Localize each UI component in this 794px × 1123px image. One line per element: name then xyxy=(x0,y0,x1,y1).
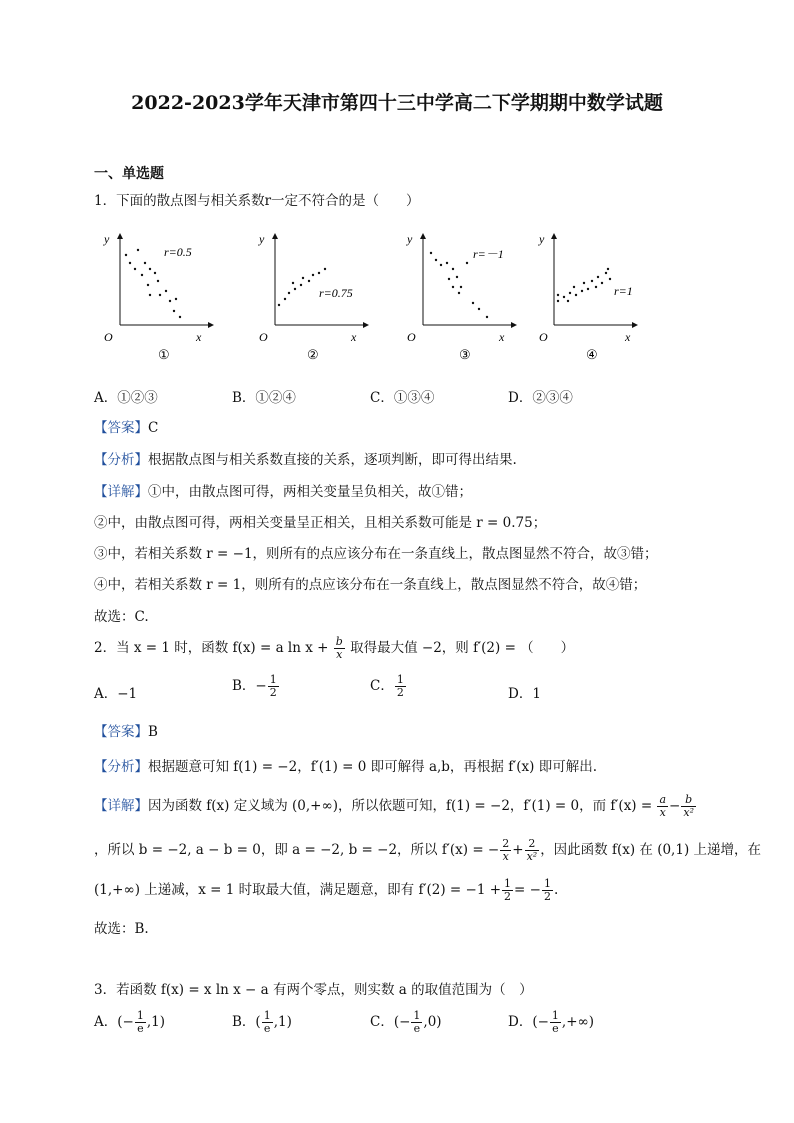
option-prefix: A．(− xyxy=(94,1014,134,1030)
denominator: e xyxy=(413,1022,421,1035)
graph-caption: ③ xyxy=(459,347,471,362)
option-suffix: ,+∞) xyxy=(561,1014,595,1030)
fraction xyxy=(334,636,345,661)
numerator: b xyxy=(335,635,343,648)
detail-text: 因为函数 f(x) 定义域为 (0,+∞)，所以依题可知，f(1) = −2，f′(1) = 0，而 f′(x) = xyxy=(148,798,653,814)
fraction xyxy=(502,878,513,903)
option-prefix: B．( xyxy=(232,1014,261,1030)
q3-option-d xyxy=(508,1010,594,1035)
y-axis-label: y xyxy=(104,232,110,246)
scatter-plot-4 xyxy=(540,225,680,375)
q2-stem xyxy=(94,636,574,661)
option-prefix: C．(− xyxy=(370,1014,411,1030)
denominator: x² xyxy=(683,806,694,819)
detail-text: ①中，由散点图可得，两相关变量呈负相关，故①错； xyxy=(148,484,472,500)
denominator: 2 xyxy=(396,686,404,699)
numerator: 1 xyxy=(269,673,277,686)
denominator: x xyxy=(659,806,666,819)
fraction xyxy=(395,674,406,699)
q1-analysis xyxy=(94,448,517,468)
fraction xyxy=(500,838,511,863)
origin-label: O xyxy=(104,330,113,344)
scatter-plot-3 xyxy=(403,225,543,375)
denominator: 2 xyxy=(543,890,551,903)
q2-detail-3 xyxy=(94,878,558,903)
scatter-plot-2 xyxy=(255,225,395,375)
q2-stem-part-1: 2．当 x = 1 时，函数 f(x) = a ln x + xyxy=(94,640,329,656)
q2-detail-2 xyxy=(94,838,761,863)
graph-caption: ① xyxy=(158,347,170,362)
fraction xyxy=(262,1010,273,1035)
q1-option-a: A．①②③ xyxy=(94,390,158,406)
numerator: 1 xyxy=(504,877,512,890)
denominator: 2 xyxy=(269,686,277,699)
numerator: 1 xyxy=(413,1009,421,1022)
period: . xyxy=(553,882,559,898)
q1-detail-3: ③中，若相关系数 r = −1，则所有的点应该分布在一条直线上，散点图显然不符合，故③错； xyxy=(94,546,658,562)
fraction xyxy=(681,794,696,819)
q2-option-c xyxy=(370,674,407,699)
fraction xyxy=(657,794,668,819)
fraction xyxy=(135,1010,146,1035)
r-label: r=1 xyxy=(614,284,633,298)
origin-label: O xyxy=(539,330,548,344)
page-title: 2022-2023学年天津市第四十三中学高二下学期期中数学试题 xyxy=(131,92,663,114)
q1-detail-1 xyxy=(94,480,472,500)
q1-option-d: D．②③④ xyxy=(508,390,573,406)
fraction xyxy=(411,1010,422,1035)
y-axis-label: y xyxy=(407,232,413,246)
denominator: x² xyxy=(526,850,538,863)
operator: − xyxy=(669,798,681,814)
q1-answer xyxy=(94,416,158,436)
x-axis-label: x xyxy=(196,330,202,344)
operator: + xyxy=(512,842,524,858)
denominator: e xyxy=(552,1022,559,1035)
numerator: a xyxy=(659,793,667,806)
q2-answer xyxy=(94,720,158,740)
y-axis-label: y xyxy=(539,232,545,246)
denominator: x xyxy=(502,850,509,863)
option-prefix: B．− xyxy=(232,678,267,694)
numerator: 1 xyxy=(263,1009,271,1022)
y-axis-label: y xyxy=(259,232,265,246)
detail-tag: 【详解】 xyxy=(94,484,148,500)
option-suffix: ,1) xyxy=(146,1014,165,1030)
r-label: r=0.5 xyxy=(164,245,192,259)
denominator: e xyxy=(137,1022,144,1035)
q3-option-a xyxy=(94,1010,165,1035)
x-axis-label: x xyxy=(625,330,631,344)
section-heading: 一、单选题 xyxy=(94,166,164,182)
q1-detail-2: ②中，由散点图可得，两相关变量呈正相关，且相关系数可能是 r = 0.75； xyxy=(94,515,547,531)
denominator: e xyxy=(263,1022,271,1035)
q3-option-c xyxy=(370,1010,442,1035)
q2-option-d: D．1 xyxy=(508,686,541,702)
q1-conclusion: 故选：C. xyxy=(94,609,149,625)
numerator: 1 xyxy=(136,1009,144,1022)
graph-caption: ④ xyxy=(586,347,598,362)
analysis-tag: 【分析】 xyxy=(94,452,148,468)
numerator: 1 xyxy=(551,1009,559,1022)
denominator: x xyxy=(336,648,343,661)
graph-caption: ② xyxy=(307,347,319,362)
option-prefix: C． xyxy=(370,678,394,694)
analysis-text: 根据题意可知 f(1) = −2，f′(1) = 0 即可解得 a,b，再根据 f′(x) 即可解出. xyxy=(148,759,598,775)
answer-value: B xyxy=(148,724,158,740)
origin-label: O xyxy=(259,330,268,344)
detail-text: (1,+∞) 上递减，x = 1 时取最大值，满足题意，即有 f′(2) = −1 + xyxy=(94,882,502,898)
q1-detail-4: ④中，若相关系数 r = 1，则所有的点应该分布在一条直线上，散点图显然不符合，故④错； xyxy=(94,577,647,593)
operator: = − xyxy=(514,882,541,898)
q3-stem: 3．若函数 f(x) = x ln x − a 有两个零点，则实数 a 的取值范围为（ ） xyxy=(94,982,533,998)
detail-text: ，所以 b = −2, a − b = 0，即 a = −2, b = −2，所以 f′(x) = − xyxy=(94,842,500,858)
q2-conclusion: 故选：B. xyxy=(94,921,149,937)
fraction xyxy=(550,1010,561,1035)
answer-tag: 【答案】 xyxy=(94,724,148,740)
answer-tag: 【答案】 xyxy=(94,420,148,436)
q2-option-a: A．−1 xyxy=(94,686,138,702)
q3-option-b xyxy=(232,1010,292,1035)
q2-stem-part-2: 取得最大值 −2，则 f′(2) = （ ） xyxy=(350,640,575,656)
q1-option-c: C．①③④ xyxy=(370,390,435,406)
fraction xyxy=(525,838,540,863)
analysis-tag: 【分析】 xyxy=(94,759,148,775)
q1-stem: 1．下面的散点图与相关系数r一定不符合的是（ ） xyxy=(94,193,420,209)
q2-detail-1 xyxy=(94,794,697,819)
numerator: 2 xyxy=(525,838,540,851)
r-label: r=0.75 xyxy=(319,286,353,300)
origin-label: O xyxy=(407,330,416,344)
numerator: 1 xyxy=(396,673,404,686)
r-label: r=－1 xyxy=(473,247,504,261)
x-axis-label: x xyxy=(499,330,505,344)
q2-option-b xyxy=(232,674,280,699)
numerator: b xyxy=(681,794,696,807)
analysis-text: 根据散点图与相关系数直接的关系，逐项判断，即可得出结果. xyxy=(148,452,517,468)
option-suffix: ,1) xyxy=(273,1014,292,1030)
numerator: 2 xyxy=(502,837,510,850)
answer-value: C xyxy=(148,420,159,436)
option-suffix: ,0) xyxy=(423,1014,442,1030)
q2-analysis xyxy=(94,755,597,775)
option-prefix: D．(− xyxy=(508,1014,549,1030)
denominator: 2 xyxy=(504,890,512,903)
detail-tag: 【详解】 xyxy=(94,798,148,814)
fraction xyxy=(268,674,279,699)
numerator: 1 xyxy=(543,877,551,890)
detail-text: ，因此函数 f(x) 在 (0,1) 上递增，在 xyxy=(540,842,761,858)
q1-option-b: B．①②④ xyxy=(232,390,296,406)
x-axis-label: x xyxy=(351,330,357,344)
fraction xyxy=(542,878,553,903)
scatter-plot-1 xyxy=(100,225,240,375)
